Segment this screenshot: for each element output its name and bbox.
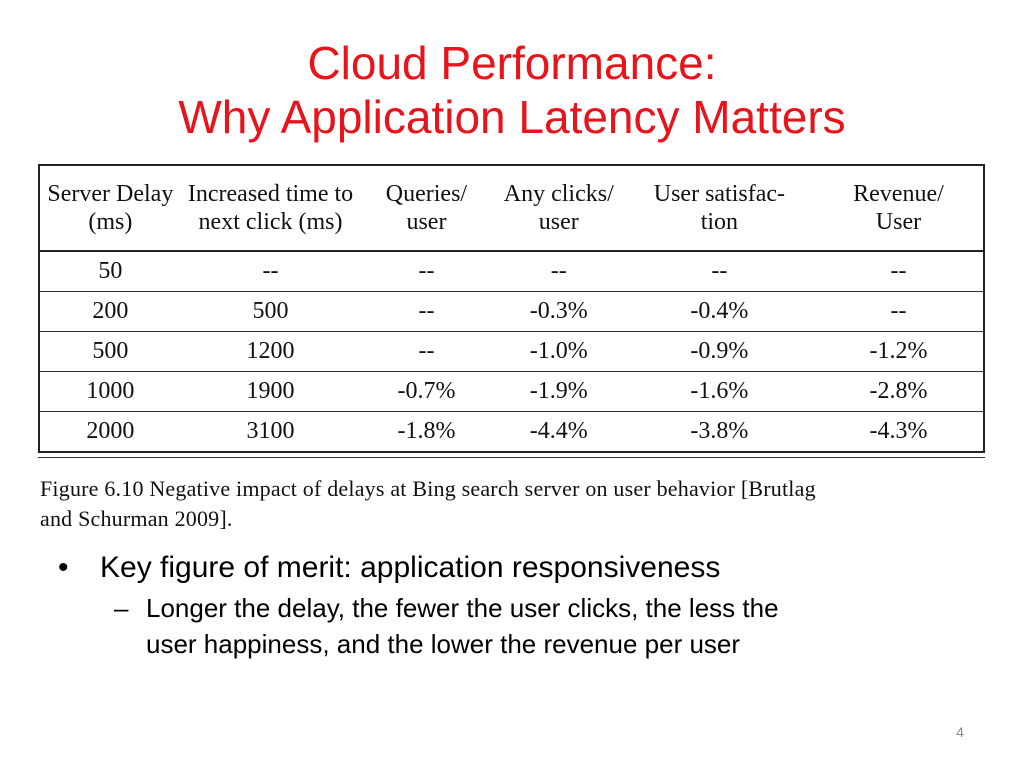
table-row: [39, 372, 984, 412]
header-server-delay: Server Delay (ms): [39, 165, 181, 251]
table-cell: 500: [181, 292, 361, 332]
table-row: [39, 412, 984, 453]
table-cell: -0.3%: [493, 292, 625, 332]
table-cell: -1.0%: [493, 332, 625, 372]
table-cell: 500: [39, 332, 181, 372]
header-user-satisfaction: User satisfac- tion: [625, 165, 814, 251]
bullet-item: [58, 548, 958, 588]
header-increased-time: Increased time to next click (ms): [181, 165, 361, 251]
table-cell: --: [625, 251, 814, 292]
table-cell: -0.9%: [625, 332, 814, 372]
table-cell: 50: [39, 251, 181, 292]
slide-title-line-2: Why Application Latency Matters: [178, 91, 846, 143]
sub-bullet-dash-icon: –: [114, 593, 129, 623]
sub-bullet-text: [146, 590, 779, 662]
table-cell: -0.7%: [360, 372, 492, 412]
table-cell: 1000: [39, 372, 181, 412]
table-cell: 1200: [181, 332, 361, 372]
table-cell: 2000: [39, 412, 181, 453]
table-cell: -3.8%: [625, 412, 814, 453]
table-row: [39, 292, 984, 332]
latency-impact-table: [38, 164, 985, 453]
table-cell: -2.8%: [814, 372, 984, 412]
table-cell: --: [360, 292, 492, 332]
sub-bullet-item: [114, 590, 958, 662]
figure: [38, 164, 986, 534]
table-cell: -1.2%: [814, 332, 984, 372]
table-cell: --: [814, 292, 984, 332]
table-cell: -0.4%: [625, 292, 814, 332]
slide-title: [0, 36, 1024, 144]
table-cell: -4.3%: [814, 412, 984, 453]
sub-bullet-line-2: user happiness, and the lower the revenue per user: [146, 629, 741, 659]
table-cell: --: [360, 251, 492, 292]
slide-title-line-1: Cloud Performance:: [307, 37, 717, 89]
header-queries-user: Queries/ user: [360, 165, 492, 251]
caption-line-2: and Schurman 2009].: [40, 506, 233, 531]
table-row: [39, 251, 984, 292]
caption-line-1: Figure 6.10 Negative impact of delays at Bing search server on user behavior [Brutlag: [40, 476, 816, 501]
table-cell: -1.9%: [493, 372, 625, 412]
slide-number: 4: [956, 724, 964, 740]
table-bottom-rule: [38, 453, 985, 458]
table-cell: 1900: [181, 372, 361, 412]
table-cell: 200: [39, 292, 181, 332]
table-cell: --: [181, 251, 361, 292]
header-revenue-user: Revenue/ User: [814, 165, 984, 251]
table-cell: -4.4%: [493, 412, 625, 453]
figure-caption: [38, 474, 986, 534]
bullet-text: Key figure of merit: application responsiveness: [100, 551, 721, 584]
table-header-row: [39, 165, 984, 251]
header-any-clicks: Any clicks/ user: [493, 165, 625, 251]
table-row: [39, 332, 984, 372]
bullet-list: [58, 548, 958, 662]
sub-bullet-line-1: Longer the delay, the fewer the user clicks, the less the: [146, 593, 779, 623]
table-cell: 3100: [181, 412, 361, 453]
table-cell: -1.6%: [625, 372, 814, 412]
bullet-dot-icon: •: [58, 551, 69, 584]
table-cell: --: [493, 251, 625, 292]
table-cell: --: [360, 332, 492, 372]
table-cell: --: [814, 251, 984, 292]
table-cell: -1.8%: [360, 412, 492, 453]
